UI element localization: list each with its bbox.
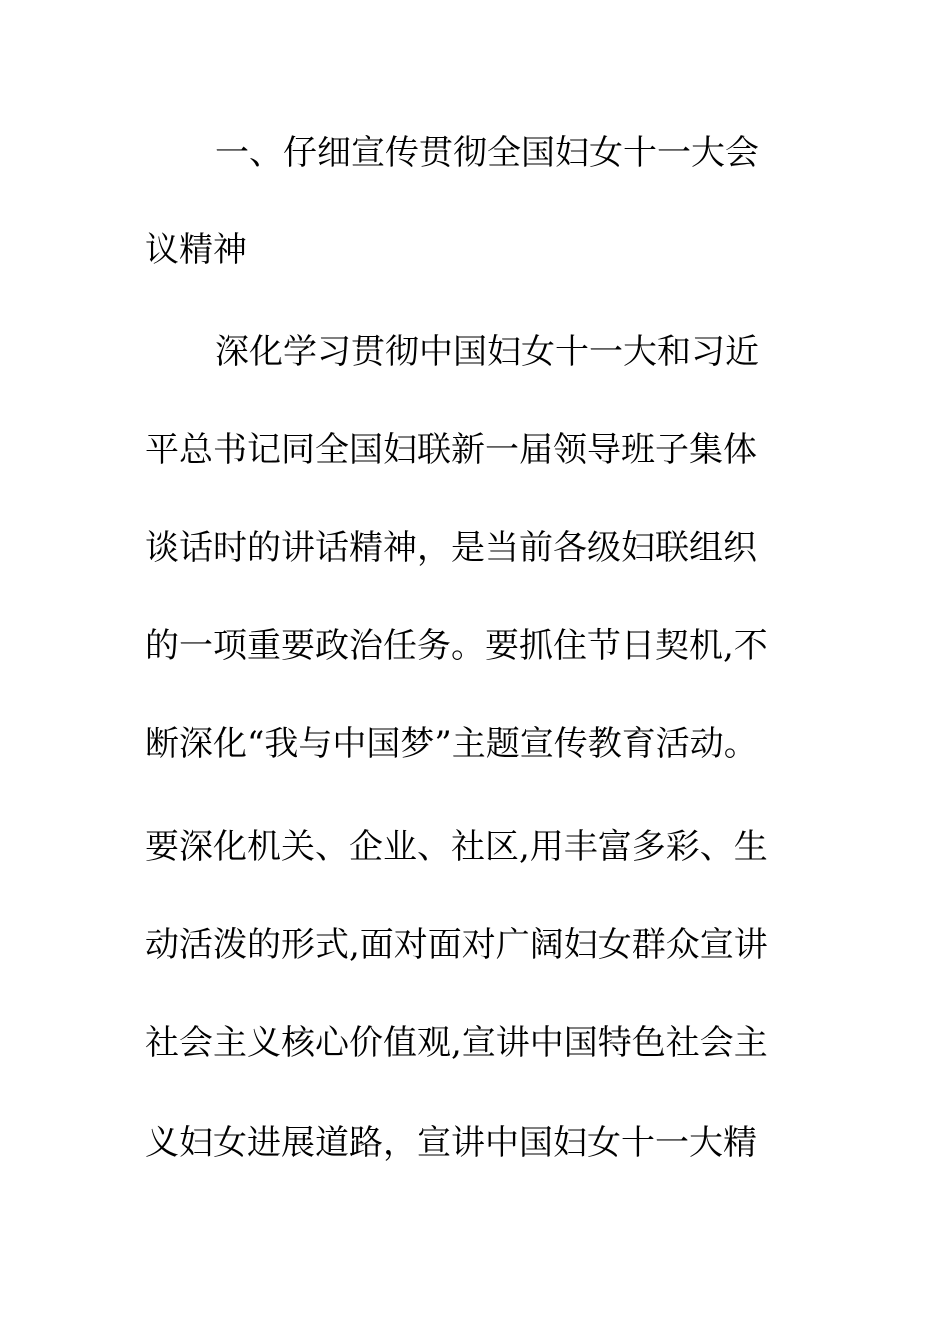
paragraph-line-1: 深化学习贯彻中国妇女十一大和习近 [215, 332, 759, 372]
paragraph-line-9: 义妇女进展道路，宣讲中国妇女十一大精 [145, 1123, 757, 1163]
paragraph-line-5: 断深化“我与中国梦”主题宣传教育活动。 [145, 724, 758, 764]
heading-line-2: 议精神 [145, 230, 247, 270]
paragraph-line-8: 社会主义核心价值观,宣讲中国特色社会主 [145, 1023, 768, 1063]
paragraph-line-7: 动活泼的形式,面对面对广阔妇女群众宣讲 [145, 925, 768, 965]
paragraph-line-2: 平总书记同全国妇联新一届领导班子集体 [145, 430, 757, 470]
paragraph-line-4: 的一项重要政治任务。要抓住节日契机,不 [145, 626, 768, 666]
paragraph-line-6: 要深化机关、企业、社区,用丰富多彩、生 [145, 827, 768, 867]
heading-line-1: 一、仔细宣传贯彻全国妇女十一大会 [215, 133, 759, 173]
paragraph-line-3: 谈话时的讲话精神，是当前各级妇联组织 [145, 528, 757, 568]
